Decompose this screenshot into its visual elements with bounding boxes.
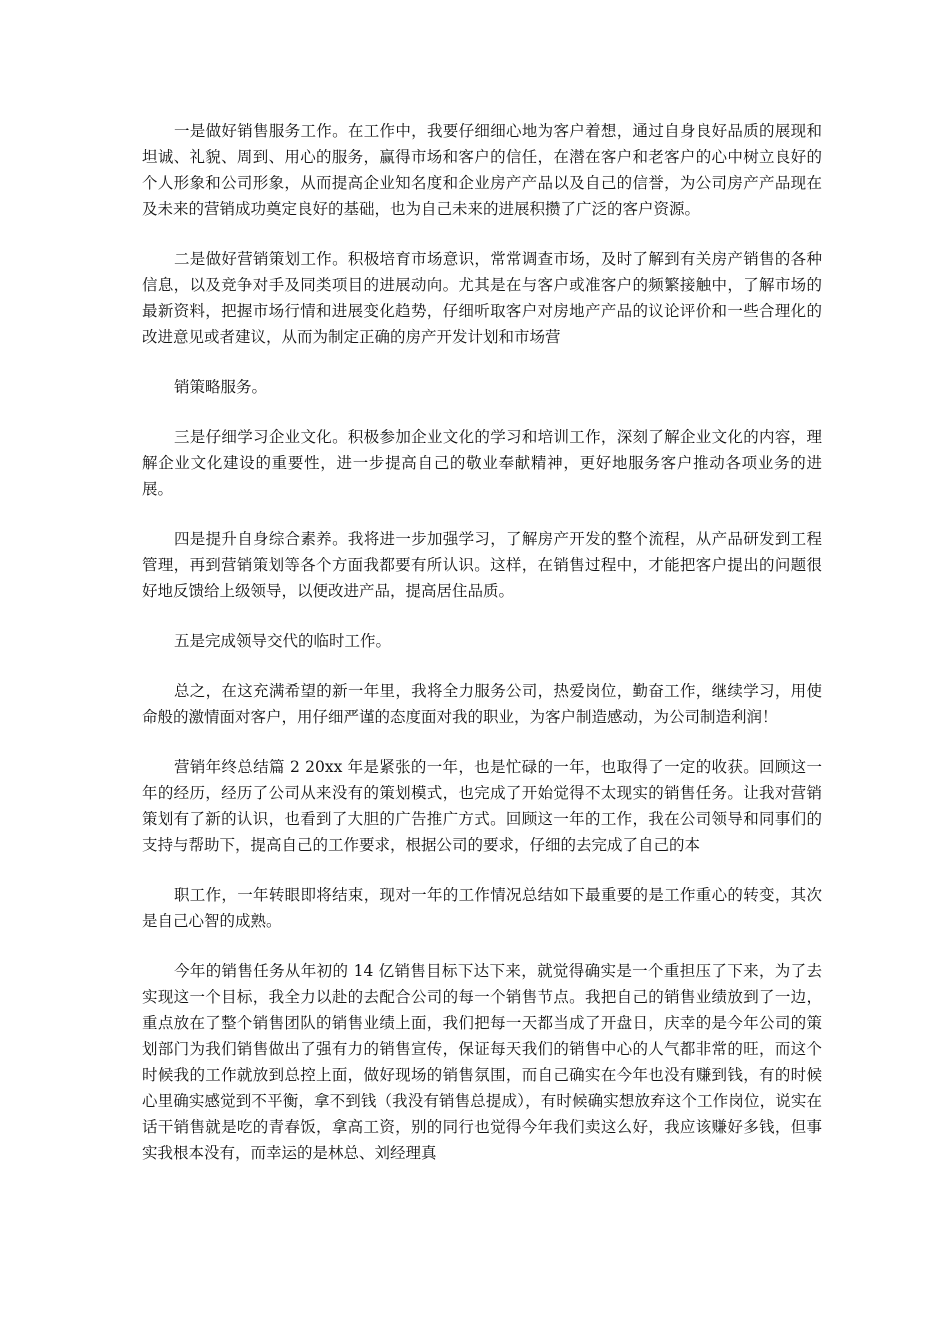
paragraph-5: 四是提升自身综合素养。我将进一步加强学习，了解房产开发的整个流程，从产品研发到工程管理，再到营销策划等各个方面我都要有所认识。这样，在销售过程中，才能把客户提出的问题很好地反馈给上级领导，以便改进产品，提高居住品质。 xyxy=(142,530,822,600)
paragraph-8: 营销年终总结篇 2 20xx 年是紧张的一年，也是忙碌的一年，也取得了一定的收获。回顾这一年的经历，经历了公司从来没有的策划模式，也完成了开始觉得不太现实的销售任务。让我对营销策划有了新的认识，也看到了大胆的广告推广方式。回顾这一年的工作，我在公司领导和同事们的支持与帮助下，提高自己的工作要求，根据公司的要求，仔细的去完成了自己的本 xyxy=(142,758,822,854)
paragraph-3: 销策略服务。 xyxy=(174,378,268,396)
paragraph-9: 职工作，一年转眼即将结束，现对一年的工作情况总结如下最重要的是工作重心的转变，其次是自己心智的成熟。 xyxy=(142,886,822,930)
paragraph-1: 一是做好销售服务工作。在工作中，我要仔细细心地为客户着想，通过自身良好品质的展现和坦诚、礼貌、周到、用心的服务，赢得市场和客户的信任，在潜在客户和老客户的心中树立良好的个人形象和公司形象，从而提高企业知名度和企业房产产品以及自己的信誉，为公司房产产品现在及未来的营销成功奠定良好的基础，也为自己未来的进展积攒了广泛的客户资源。 xyxy=(142,122,822,218)
paragraph-10: 今年的销售任务从年初的 14 亿销售目标下达下来，就觉得确实是一个重担压了下来，为了去实现这一个目标，我全力以赴的去配合公司的每一个销售节点。我把自己的销售业绩放到了一边，重点放在了整个销售团队的销售业绩上面，我们把每一天都当成了开盘日，庆幸的是今年公司的策划部门为我们销售做出了强有力的销售宣传，保证每天我们的销售中心的人气都非常的旺，而这个时候我的工作就放到总控上面，做好现场的销售氛围，而自己确实在今年也没有赚到钱，有的时候心里确实感觉到不平衡，拿不到钱（我没有销售总提成），有时候确实想放弃这个工作岗位，说实在话干销售就是吃的青春饭，拿高工资，别的同行也觉得今年我们卖这么好，我应该赚好多钱，但事实我根本没有，而幸运的是林总、刘经理真 xyxy=(142,962,822,1162)
paragraph-2: 二是做好营销策划工作。积极培育市场意识，常常调查市场，及时了解到有关房产销售的各种信息，以及竞争对手及同类项目的进展动向。尤其是在与客户或准客户的频繁接触中，了解市场的最新资料，把握市场行情和进展变化趋势，仔细听取客户对房地产产品的议论评价和一些合理化的改进意见或者建议，从而为制定正确的房产开发计划和市场营 xyxy=(142,250,822,346)
paragraph-4: 三是仔细学习企业文化。积极参加企业文化的学习和培训工作，深刻了解企业文化的内容，理解企业文化建设的重要性，进一步提高自己的敬业奉献精神，更好地服务客户推动各项业务的进展。 xyxy=(142,428,822,498)
paragraph-7: 总之，在这充满希望的新一年里，我将全力服务公司，热爱岗位，勤奋工作，继续学习，用使命般的激情面对客户，用仔细严谨的态度面对我的职业，为客户制造感动，为公司制造利润！ xyxy=(142,682,822,726)
paragraph-6: 五是完成领导交代的临时工作。 xyxy=(174,632,392,650)
document-body xyxy=(142,118,822,1190)
